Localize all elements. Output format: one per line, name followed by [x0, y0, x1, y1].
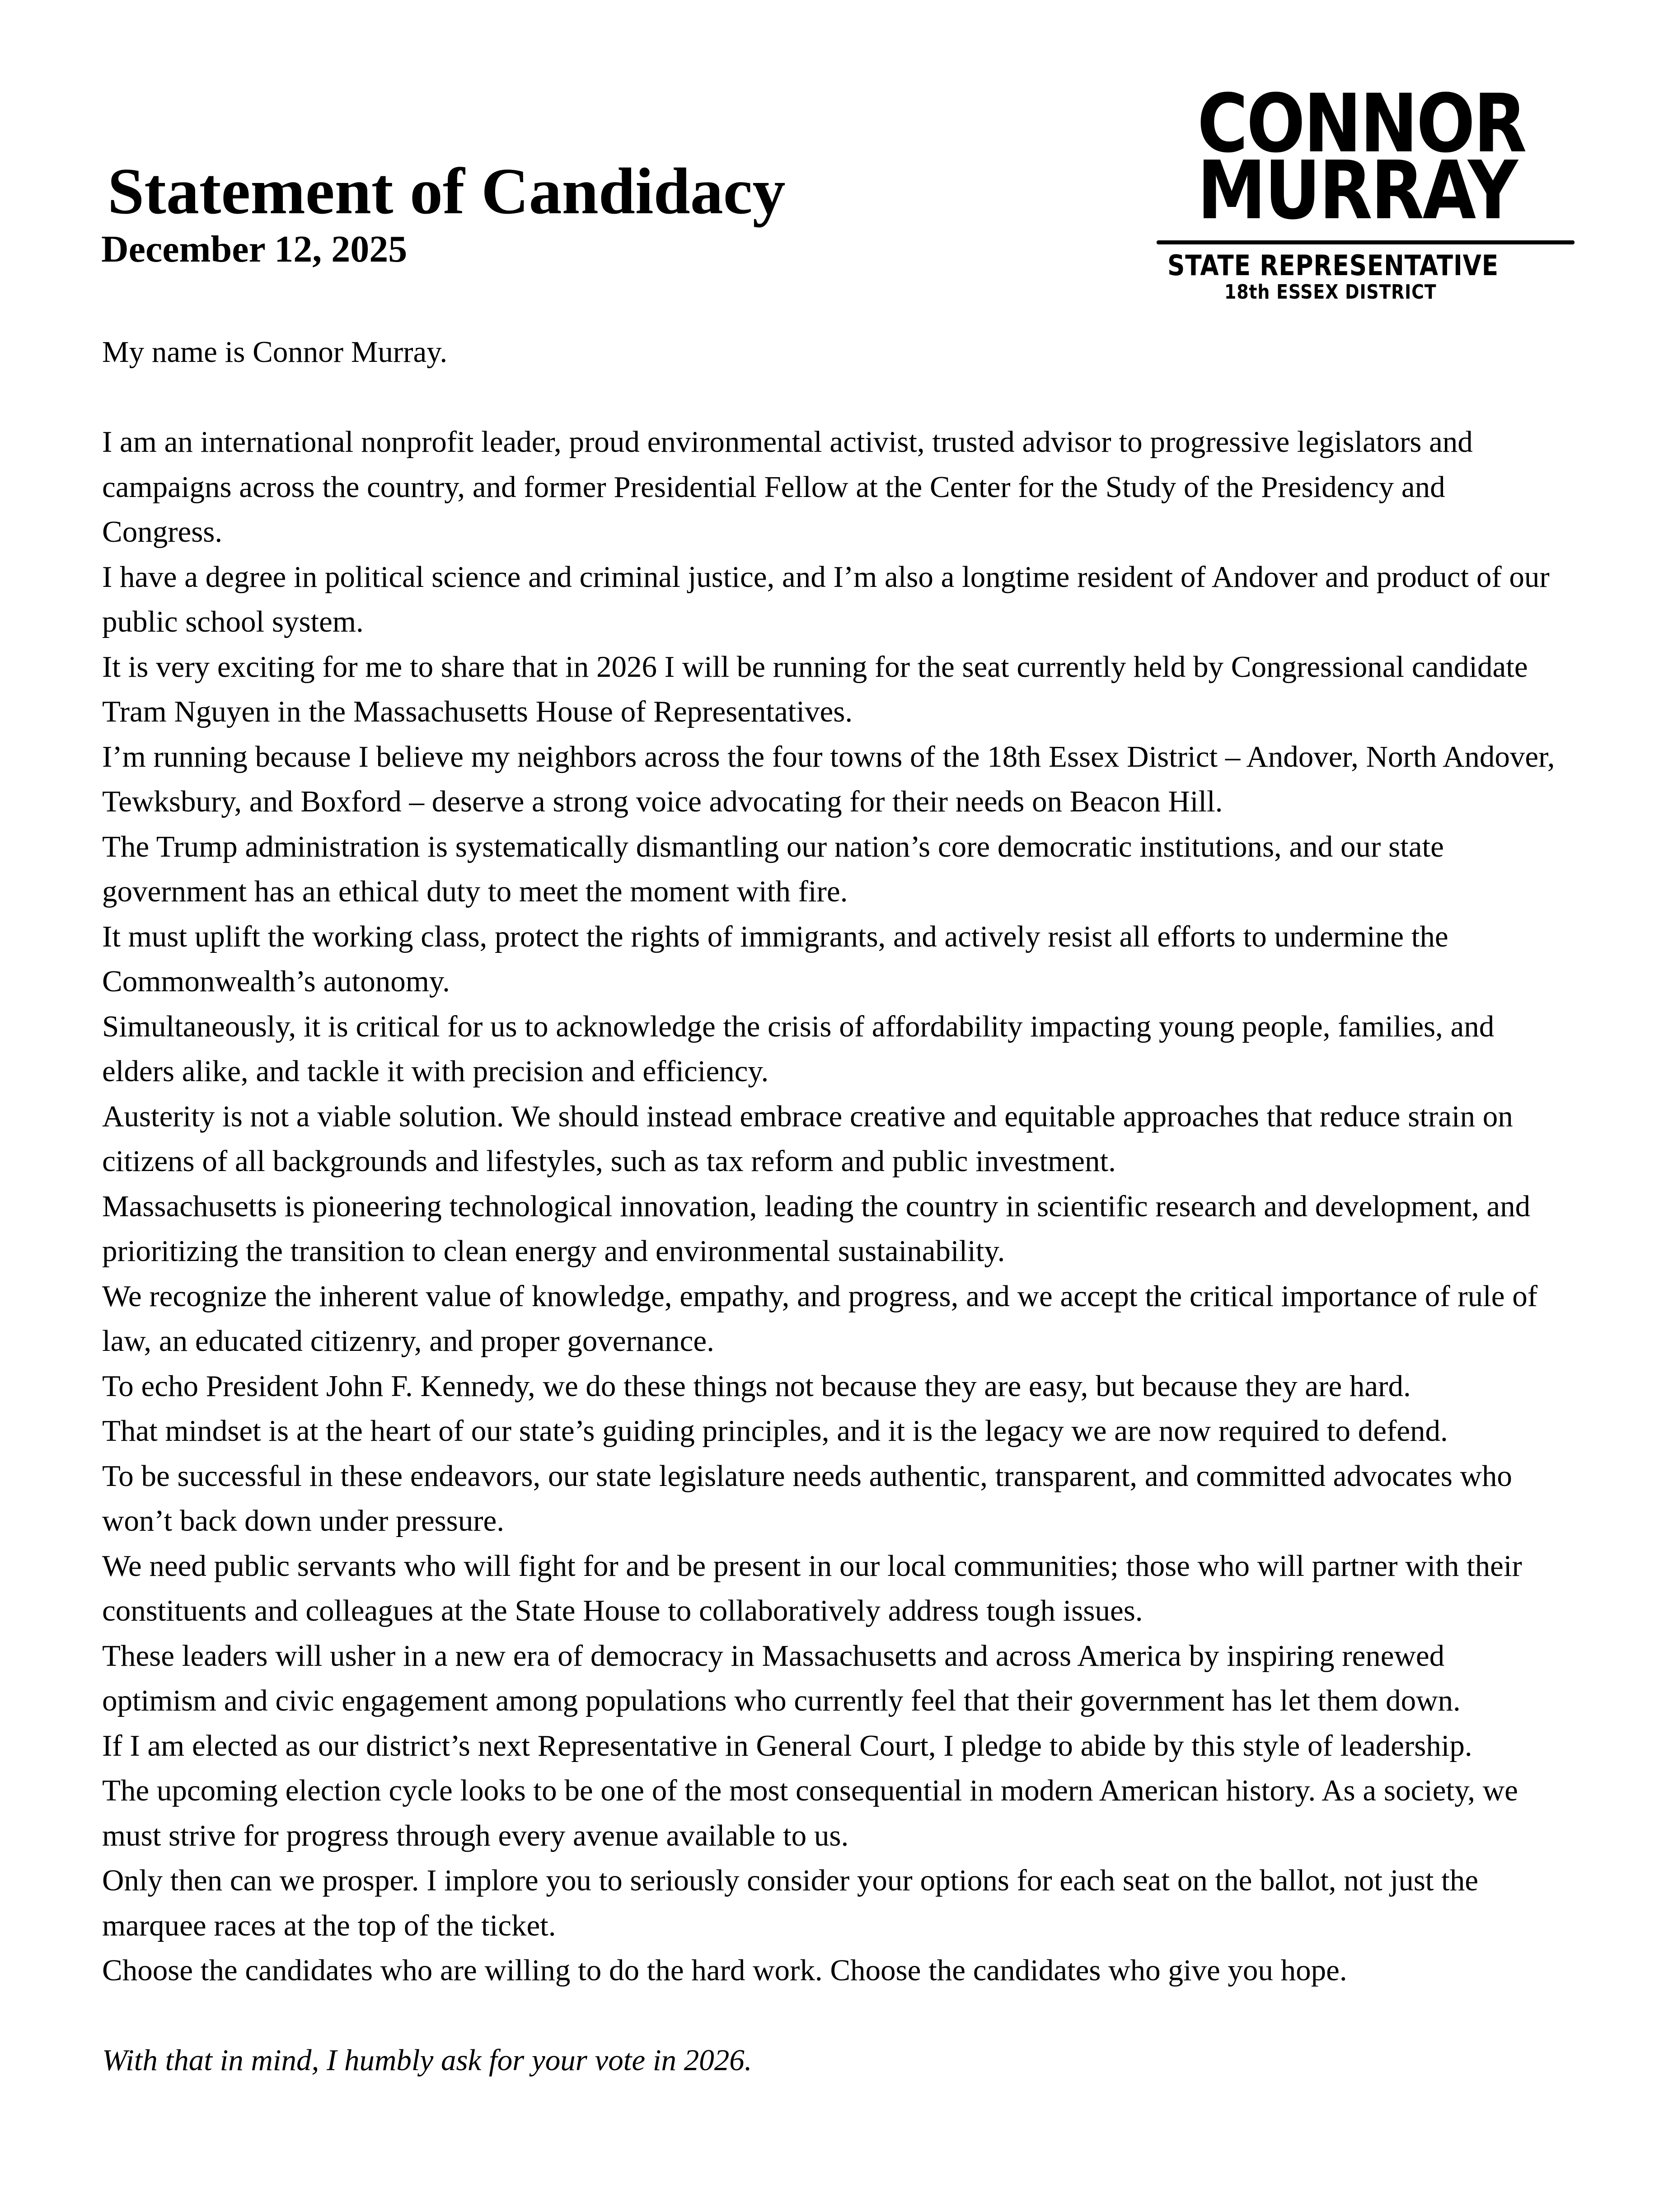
paragraph: We need public servants who will fight for and be present in our local communities; those who will partner with their constituents and colleagues at the State House to collaboratively address tough issues.	[102, 1549, 1522, 1627]
paragraph: If I am elected as our district’s next Representative in General Court, I pledge to abide by this style of leadership.	[102, 1729, 1472, 1762]
paragraph: To be successful in these endeavors, our state legislature needs authentic, transparent, and committed advocates who won’t back down under pressure.	[102, 1459, 1512, 1537]
paragraph: Massachusetts is pioneering technological innovation, leading the country in scientific research and development, and prioritizing the transition to clean energy and environmental sustainability.	[102, 1189, 1531, 1268]
paragraph: I am an international nonprofit leader, proud environmental activist, trusted advisor to progressive legislators and campaigns across the country, and former Presidential Fellow at the Center for the Study of the Presidency and Congress.	[102, 425, 1473, 548]
paragraph: It must uplift the working class, protect the rights of immigrants, and actively resist all efforts to undermine the Commonwealth’s autonomy.	[102, 919, 1448, 998]
paragraph: The upcoming election cycle looks to be one of the most consequential in modern American history. As a society, we must strive for progress through every avenue available to us.	[102, 1774, 1518, 1852]
closing-line: With that in mind, I humbly ask for your vote in 2026.	[102, 2043, 752, 2077]
logo-divider	[1157, 240, 1575, 244]
document-title: Statement of Candidacy	[108, 155, 786, 228]
paragraph: Only then can we prosper. I implore you to seriously consider your options for each seat on the ballot, not just the marquee races at the top of the ticket.	[102, 1864, 1478, 1942]
paragraph: Choose the candidates who are willing to do the hard work. Choose the candidates who give you hope.	[102, 1954, 1347, 1987]
paragraph-spacer	[102, 375, 1566, 420]
paragraph: It is very exciting for me to share that in 2026 I will be running for the seat currently held by Congressional candidate Tram Nguyen in the Massachusetts House of Representatives.	[102, 650, 1528, 728]
paragraph: I have a degree in political science and criminal justice, and I’m also a longtime resident of Andover and product of our public school system.	[102, 560, 1550, 638]
intro-line: My name is Connor Murray.	[102, 335, 448, 369]
statement-body	[102, 330, 1566, 2083]
paragraph: These leaders will usher in a new era of democracy in Massachusetts and across America by inspiring renewed optimism and civic engagement among populations who currently feel that their government has let them down.	[102, 1639, 1461, 1717]
paragraph: I’m running because I believe my neighbors across the four towns of the 18th Essex District – Andover, North Andover, Tewksbury, and Boxford – deserve a strong voice advocating for their needs on Beacon Hill.	[102, 740, 1555, 818]
paragraph: To echo President John F. Kennedy, we do these things not because they are easy, but because they are hard.	[102, 1369, 1411, 1403]
logo-first-name: CONNOR	[1197, 77, 1526, 170]
paragraph: Austerity is not a viable solution. We should instead embrace creative and equitable approaches that reduce strain on citizens of all backgrounds and lifestyles, such as tax reform and public investment.	[102, 1099, 1513, 1178]
document-date: December 12, 2025	[101, 228, 408, 270]
paragraph: The Trump administration is systematically dismantling our nation’s core democratic institutions, and our state government has an ethical duty to meet the moment with fire.	[102, 830, 1444, 908]
logo-office: STATE REPRESENTATIVE	[1167, 249, 1499, 282]
campaign-logo	[1157, 77, 1577, 304]
paragraph-spacer	[102, 1993, 1566, 2039]
logo-last-name: MURRAY	[1197, 144, 1517, 237]
paragraph: Simultaneously, it is critical for us to acknowledge the crisis of affordability impacting young people, families, and elders alike, and tackle it with precision and efficiency.	[102, 1009, 1495, 1088]
paragraph: That mindset is at the heart of our state’s guiding principles, and it is the legacy we are now required to defend.	[102, 1414, 1448, 1448]
logo-district: 18th ESSEX DISTRICT	[1224, 281, 1437, 304]
paragraph: We recognize the inherent value of knowledge, empathy, and progress, and we accept the critical importance of rule of law, an educated citizenry, and proper governance.	[102, 1279, 1538, 1358]
